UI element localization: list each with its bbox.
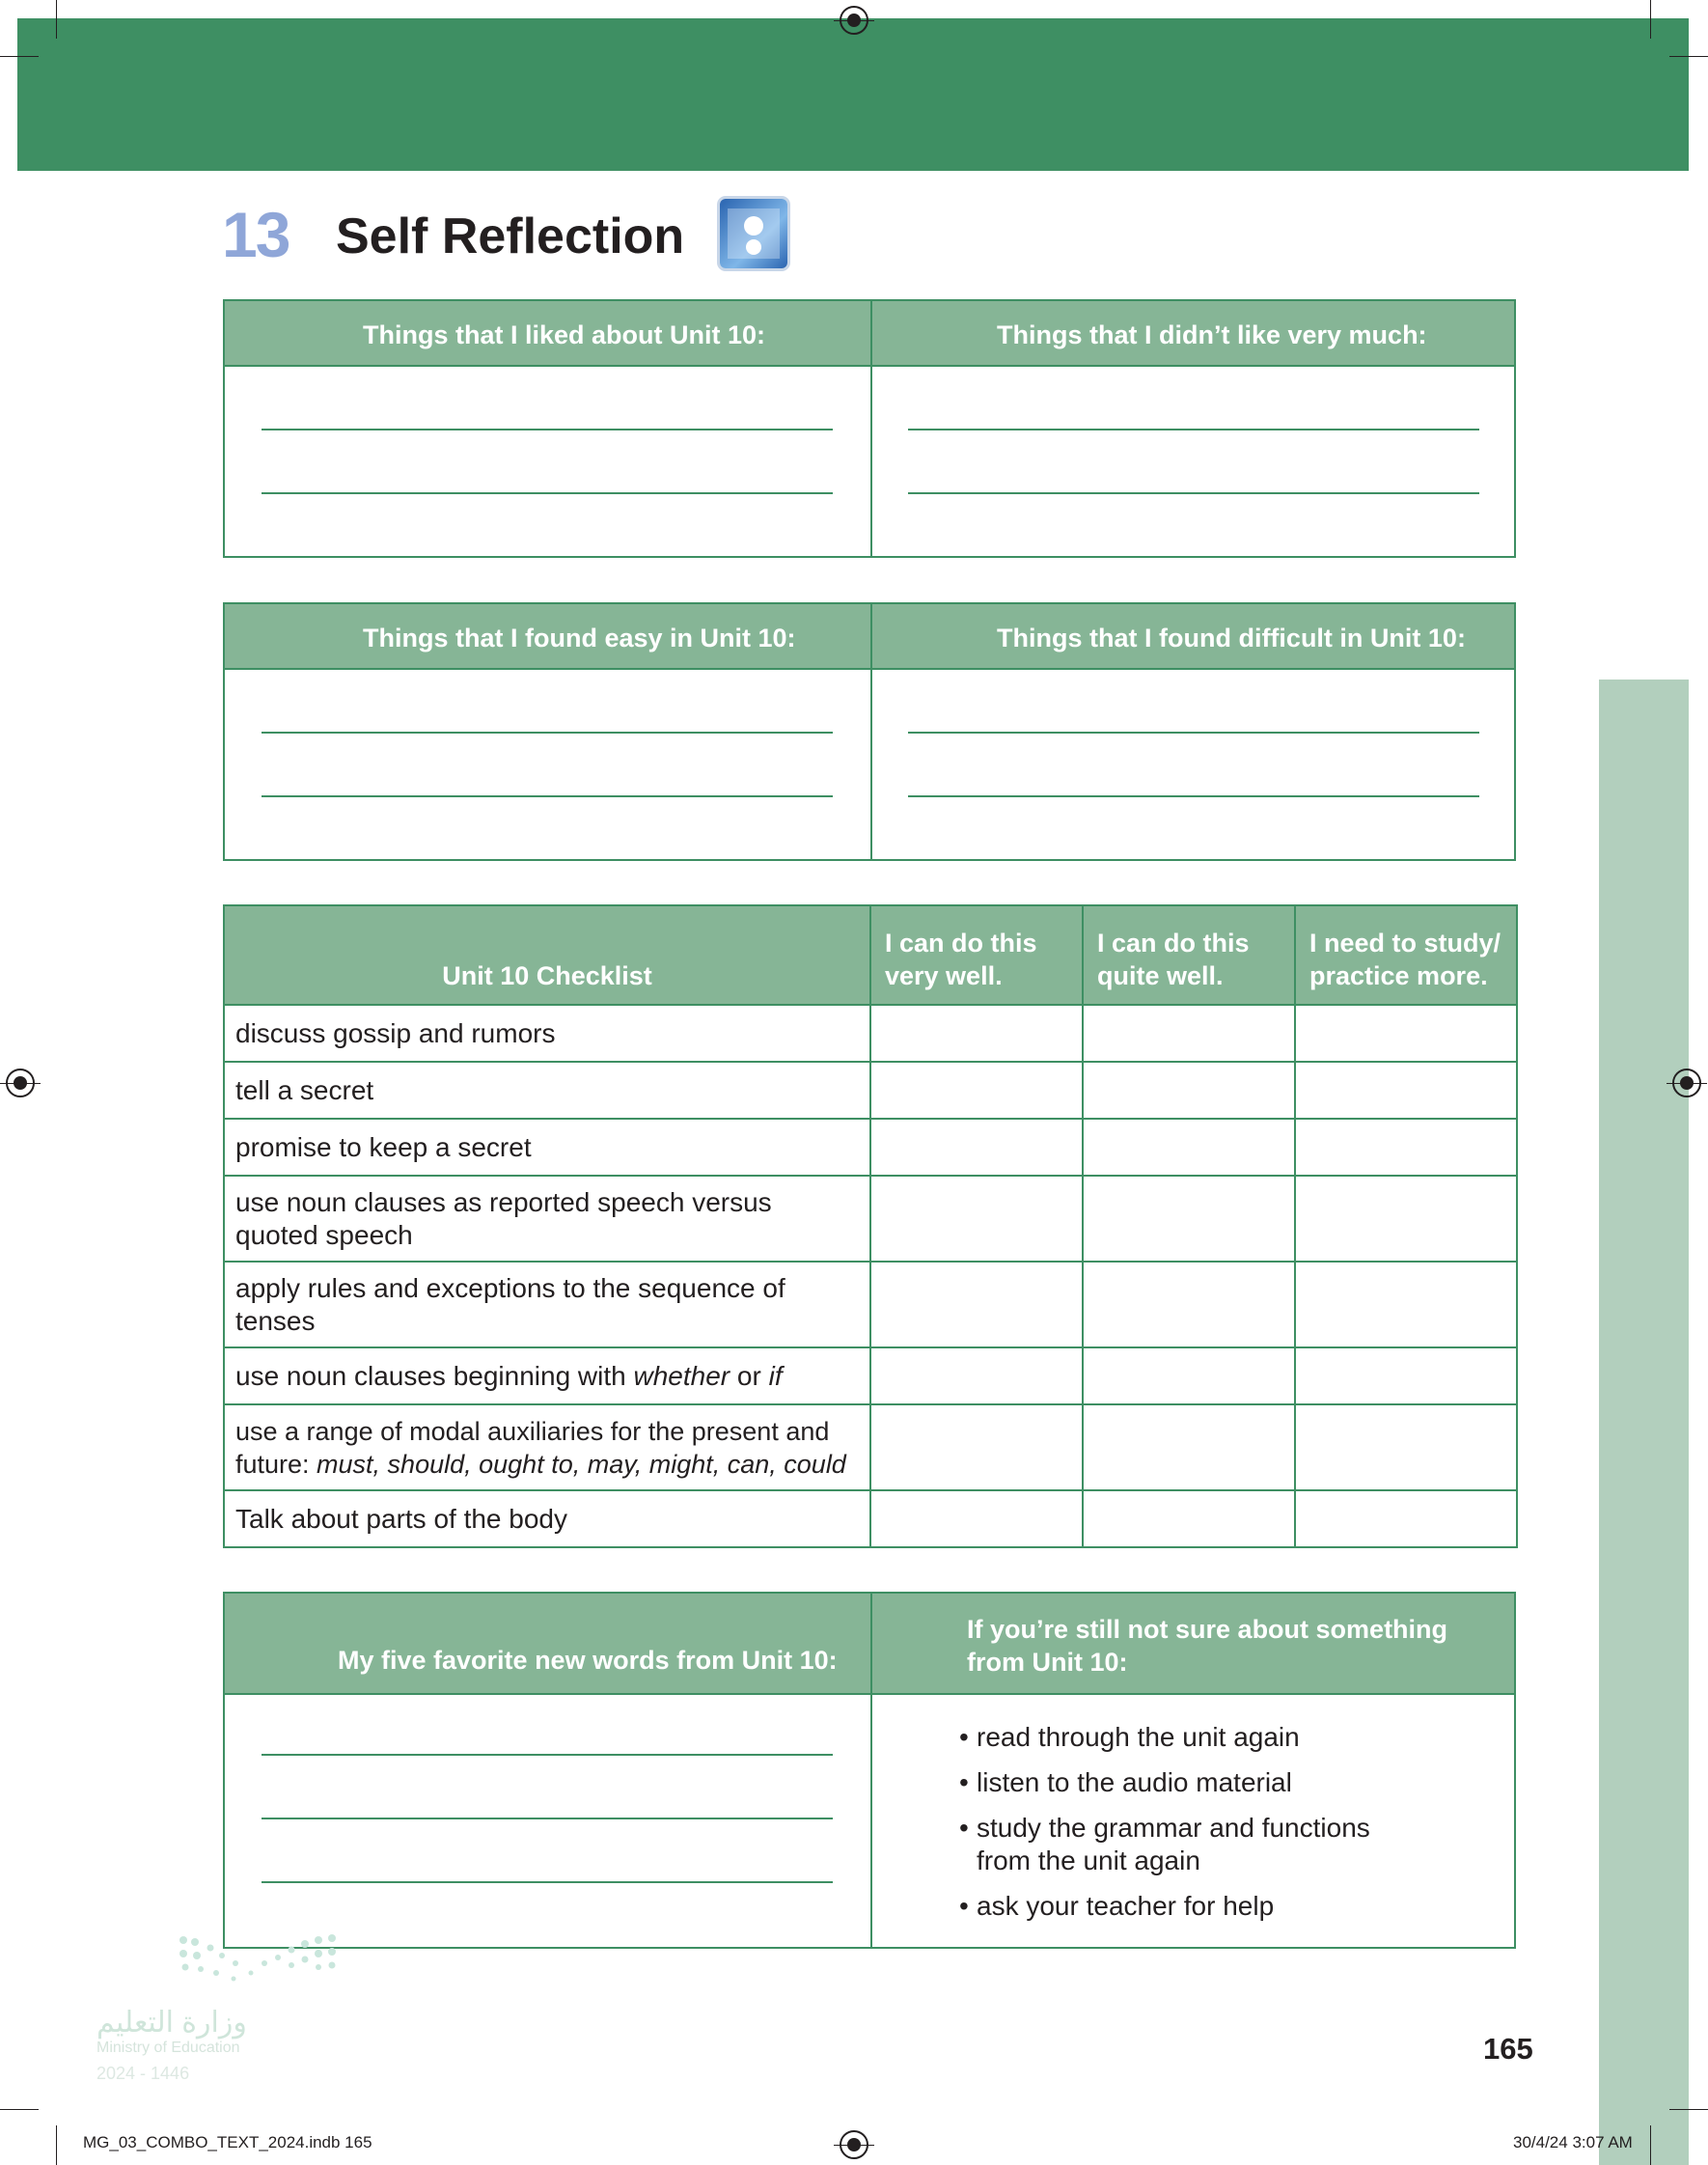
ministry-year-text: 2024 - 1446 (96, 2064, 190, 2083)
not-sure-header: If you’re still not sure about something from Unit 10: (967, 1615, 1448, 1677)
list-item: • study the grammar and functions from the unit again (955, 1812, 1401, 1877)
checklist-item: use a range of modal auxiliaries for the present and future: must, should, ought to, may, might, can, could (224, 1404, 870, 1490)
writing-line[interactable] (908, 429, 1479, 430)
check-cell[interactable] (1295, 1062, 1517, 1119)
ministry-logo-icon (178, 1934, 342, 1990)
liked-disliked-box (223, 299, 1516, 558)
self-reflection-icon (720, 199, 787, 268)
check-cell[interactable] (870, 1404, 1083, 1490)
side-color-band (1599, 680, 1689, 2165)
table-row (224, 1062, 1517, 1119)
table-row (224, 1404, 1517, 1490)
check-cell[interactable] (1083, 1262, 1295, 1347)
unit-checklist-table (223, 904, 1518, 1548)
col-study-more: I need to study/ practice more. (1295, 905, 1517, 1005)
list-item: • listen to the audio material (955, 1766, 1420, 1799)
favorite-words-header: My five favorite new words from Unit 10: (338, 1646, 838, 1675)
easy-header: Things that I found easy in Unit 10: (363, 624, 796, 652)
table-row (224, 1119, 1517, 1176)
writing-line[interactable] (262, 492, 833, 494)
writing-line[interactable] (262, 732, 833, 734)
writing-line[interactable] (262, 429, 833, 430)
col-very-well: I can do this very well. (870, 905, 1083, 1005)
writing-line[interactable] (908, 732, 1479, 734)
table-row (224, 1347, 1517, 1404)
checklist-item: Talk about parts of the body (224, 1490, 870, 1547)
check-cell[interactable] (1295, 1490, 1517, 1547)
table-row (224, 1005, 1517, 1062)
check-cell[interactable] (870, 1347, 1083, 1404)
writing-line[interactable] (262, 1881, 833, 1883)
writing-line[interactable] (908, 795, 1479, 797)
writing-line[interactable] (908, 492, 1479, 494)
check-cell[interactable] (1083, 1490, 1295, 1547)
check-cell[interactable] (870, 1490, 1083, 1547)
check-cell[interactable] (1083, 1005, 1295, 1062)
page-number: 165 (1483, 2032, 1533, 2066)
writing-line[interactable] (262, 795, 833, 797)
registration-mark-right (1672, 1069, 1701, 1097)
check-cell[interactable] (870, 1119, 1083, 1176)
footer-date: 30/4/24 3:07 AM (1513, 2133, 1633, 2151)
check-cell[interactable] (1083, 1347, 1295, 1404)
check-cell[interactable] (1295, 1347, 1517, 1404)
table-row (224, 1262, 1517, 1347)
checklist-item: use noun clauses beginning with whether or if (224, 1347, 870, 1404)
ministry-english-text: Ministry of Education (96, 2040, 240, 2056)
list-item: • ask your teacher for help (955, 1890, 1420, 1923)
list-item: • read through the unit again (955, 1721, 1420, 1754)
check-cell[interactable] (1295, 1119, 1517, 1176)
check-cell[interactable] (870, 1005, 1083, 1062)
disliked-header: Things that I didn’t like very much: (997, 320, 1427, 349)
registration-mark-left (6, 1069, 35, 1097)
check-cell[interactable] (1083, 1119, 1295, 1176)
check-cell[interactable] (1295, 1176, 1517, 1262)
check-cell[interactable] (870, 1062, 1083, 1119)
check-cell[interactable] (870, 1262, 1083, 1347)
easy-difficult-box (223, 602, 1516, 861)
page-title: Self Reflection (336, 208, 685, 264)
ministry-arabic-text: وزارة التعليم (96, 2007, 247, 2039)
checklist-header-row (224, 905, 1517, 1005)
writing-line[interactable] (262, 1818, 833, 1819)
check-cell[interactable] (1083, 1062, 1295, 1119)
writing-line[interactable] (262, 1754, 833, 1756)
checklist-item: apply rules and exceptions to the sequence of tenses (224, 1262, 870, 1347)
difficult-header: Things that I found difficult in Unit 10: (997, 624, 1466, 652)
check-cell[interactable] (1295, 1262, 1517, 1347)
check-cell[interactable] (1295, 1404, 1517, 1490)
col-quite-well: I can do this quite well. (1083, 905, 1295, 1005)
footer-file-info: MG_03_COMBO_TEXT_2024.indb 165 (83, 2133, 372, 2151)
lesson-number: 13 (222, 199, 289, 270)
registration-mark-top (840, 6, 868, 35)
checklist-item: discuss gossip and rumors (224, 1005, 870, 1062)
checklist-item: use noun clauses as reported speech versus quoted speech (224, 1176, 870, 1262)
liked-header: Things that I liked about Unit 10: (363, 320, 766, 349)
table-row (224, 1490, 1517, 1547)
top-color-band (17, 18, 1689, 171)
checklist-item: tell a secret (224, 1062, 870, 1119)
check-cell[interactable] (1083, 1176, 1295, 1262)
check-cell[interactable] (1083, 1404, 1295, 1490)
check-cell[interactable] (870, 1176, 1083, 1262)
checklist-item: promise to keep a secret (224, 1119, 870, 1176)
check-cell[interactable] (1295, 1005, 1517, 1062)
tips-list (955, 1721, 1420, 1935)
checklist-title: Unit 10 Checklist (224, 905, 870, 1005)
table-row (224, 1176, 1517, 1262)
registration-mark-bottom (840, 2130, 868, 2159)
